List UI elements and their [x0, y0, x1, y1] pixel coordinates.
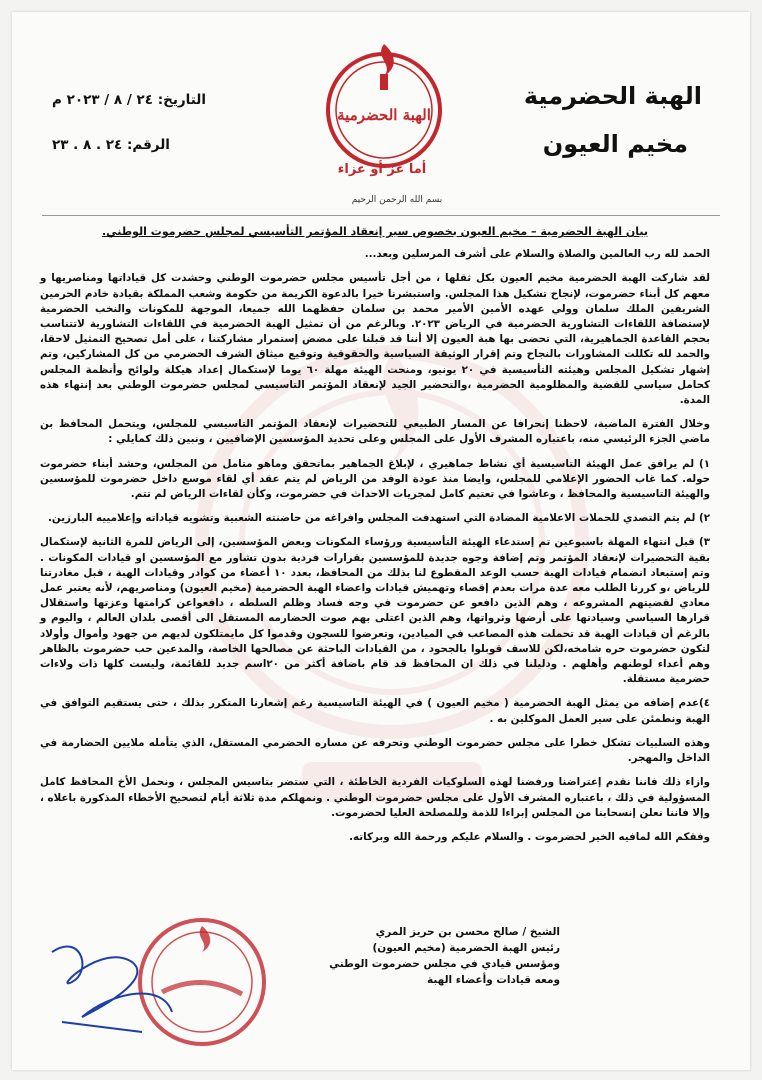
paragraph-2: وخلال الفترة الماضية، لاحظنا إنحرافا عن المسار الطبيعي للتحضيرات لإنعقاد المؤتمر التاسيسي للمجلس، ويتحمل المحافظ بن ماضي الجزء الرئيسي منه، باعتباره المشرف الأول على المجلس وعلى تحديد المؤسسين الإضافيين ، ونبين ذلك كمايلي :	[40, 418, 710, 446]
ref-value: ٢٤ . ٨ . ٢٣	[52, 137, 123, 153]
paragraph-demand: وازاء ذلك فاننا نقدم إعتراضنا ورفضنا لهذه السلوكيات الفردية الخاطئة ، التي ستضر بتاسيس المجلس ، ونحمل الأخ المحافظ كامل المسؤولية في ذلك ، باعتباره المشرف الأول على مجلس حضرموت الوطني . ونمهلكم مدة ثلاثة أيام لتصحيح الأخطاء المذكورة باعلاه ، وإلا فاننا نعلن إنسحابنا من المجلس إبراءا للذمة وللمصلحة العليا لحضرموت.	[40, 776, 710, 819]
letterhead	[12, 12, 750, 217]
handwritten-signature	[42, 922, 182, 1042]
basmala: بسم الله الرحمن الرحيم	[351, 195, 443, 205]
signatory-title: رئيس الهبة الحضرمية (مخيم العيون)	[372, 942, 560, 954]
org-logo	[314, 40, 454, 210]
subject-line: بيان الهبة الحضرمية – مخيم العيون بخصوص سير إنعقاد المؤتمر التأسيسي لمجلس حضرموت الوطني.	[102, 225, 648, 238]
point-2: ٢) لم يتم التصدي للحملات الاعلامية المضادة التي استهدفت المجلس وافراغه من حاضنته الشعبية وتشويه قياداته وإعلامييه البارزين.	[48, 512, 710, 525]
signatory-name: الشيخ / صالح محسن بن حريز المري	[375, 926, 560, 938]
signatory-role: ومؤسس قيادي في مجلس حضرموت الوطني	[329, 958, 560, 970]
org-name: الهبة الحضرمية	[523, 82, 702, 110]
point-4: ٤)عدم إضافه من يمثل الهبة الحضرمية ( مخيم العيون ) في الهيئة التاسيسية رغم إشعارنا المتكرر بذلك ، حتى يستقيم التوافق في الهبة ونطمئن على سير العمل الموكلين به .	[40, 697, 710, 725]
ref-line	[52, 137, 170, 153]
closing: وفقكم الله لمافيه الخير لحضرموت . والسلام عليكم ورحمة الله وبركاته.	[349, 830, 710, 843]
letter-page	[12, 12, 750, 1070]
logo-text: الهبة الحضرمية	[337, 106, 431, 124]
greeting: الحمد لله رب العالمين والصلاة والسلام على أشرف المرسلين وبعد...	[364, 248, 710, 261]
signature-block	[260, 924, 560, 988]
date-line	[52, 92, 206, 108]
slogan: أما عز أو عزاء	[337, 162, 427, 177]
date-label: التاريخ:	[157, 92, 206, 108]
signatory-with: ومعه قيادات وأعضاء الهبة	[426, 974, 560, 986]
paragraph-consequence: وهذه السلبيات تشكل خطرا على مجلس حضرموت الوطني وتحرفه عن مساره الحضرمي المستقل، الذي يتأمله ملايين الحضارمة في الداخل والمهجر.	[40, 736, 710, 765]
point-1: ١) لم يرافق عمل الهيئة التاسيسية أي نشاط جماهيري ، لإبلاغ الجماهير بماتحقق وماهو متامل من المجلس، وحشد أبناء حضرموت حوله. كما غاب الحضور الإعلامي للمجلس، وايضا منذ عودة الوفد من الرياض لم يتم عقد أي لقاء موسع داخل حضرموت للمؤسسين والهيئة التاسيسية والمحافظ ، وعاشوا في تعتيم كامل لمجريات الاحداث في حضرموت، وكأن لقاءات الرياض لم تتم.	[40, 457, 710, 501]
letter-body	[40, 222, 710, 854]
ref-label: الرقم:	[126, 137, 170, 153]
point-3: ٣) قبل انتهاء المهلة باسبوعين تم إستدعاء الهيئة التأسيسية ورؤساء المكونات وبعض المؤسسين، إلى الرياض للمرة الثانية لإستكمال بقية التحضيرات لإنعقاد المؤتمر وتم إضافة وجوه جديدة للمؤسسين بقرارات فردية بدون تشاور مع المؤسسين او قيادات المكونات . وتم إستبعاد انضمام قيادات الهبة حسب الوعد المقطوع لنا بذلك من المحافظ، بعدد ١٠ أعضاء من كوادر وقيادات الهبة ، قبل مغادرتنا للرياض ،و كررنا الطلب معه عدة مرات بعدم إقصاء وتهميش قيادات واعضاء الهبة الحضرمية (مخيم العيون) ومناصريهم، لأنه يعتبر عمل معادي لقضيتهم المشروعه ، وهم الذين دافعو عن حضرموت في وجه فساد وظلم السلطه ، دافعواعن كرامتها وعزتها واستقلال قرارها السياسي وسيادتها على أرضها وثرواتها، وهم الذين اعتلى بهم صوت الحضارمه المستقل الى أقصى بلدان العالم ، واليوم و بالرغم أن قيادات الهبة قد تحملت هذه المصاعب في الميادين، وتعرضوا للسجون وقدموا كل مايمتلكون لديهم من جهود وأموال وأولاد لتكون حضرموت حره شامخه،لكن للاسف قوبلوا بالجحود ، من القيادات الباحثة عن مصالحها الخاصة، والمدعين حب حضرموت بالظاهر وهم أعداء لوطنهم وأهلهم . ودليلنا في ذلك ان المحافظ قد قام باضافة أكثر من ٢٠اسم جديد للقائمة، وليست كلها ذات ولاءات حضرمية مستقلة.	[40, 536, 710, 686]
header-divider	[42, 215, 720, 216]
date-value: ٢٤ / ٨ / ٢٠٢٣ م	[52, 92, 153, 108]
paragraph-1: لقد شاركت الهبة الحضرمية مخيم العيون بكل ثقلها ، من أجل تأسيس مجلس حضرموت الوطني وحشدت كل قياداتها ومناصريها و معهم كل أبناء حضرموت، لإنجاح تشكيل هذا المجلس. واستبشرنا خيرا بالدعوة الكريمة من حكومة وشعب المملكة بقيادة خادم الحرمين الشريفين الملك سلمان وولي عهده الأمين الأمير محمد بن سلمان حفظهما الله جميعا، الموجهة للمكونات والنخب الحضرمية لإستضافة اللقاءات التشاورية الحضرمية في الرياض ٢٠٢٣. وبالرغم من أن تمثيل الهبة الحضرمية في اللقاءات التشاورية لاتتناسب بحجم القاعدة الجماهيرية، التي تحضى بها هبة العيون إلا أننا قد قبلنا على مضض إستمرار مشاركتنا ، على أمل تصحيح التمثيل لاحقا، والحمد لله تكللت المشاورات بالنجاح وتم إقرار الوثيقة السياسية والحقوقية وتوقيع ميثاق الشرف الحضرمي من كل المشاركين، وتم إشهار تشكيل المجلس وهيئته التأسيسية في ٢٠ يونيو، ومنحت الهيئة مهلة ٦٠ يوما لإستكمال إعداد هيكلة ولوائح وأنظمة المجلس كحامل سياسي للقضية والمظلومية الحضرمية ،والتحضير الجيد لإنعقاد المؤتمر التاسيسي لمجلس حضرموت الوطني بعد إنتهاء هذه المدة.	[40, 272, 711, 407]
org-subname: مخيم العيون	[542, 130, 688, 158]
